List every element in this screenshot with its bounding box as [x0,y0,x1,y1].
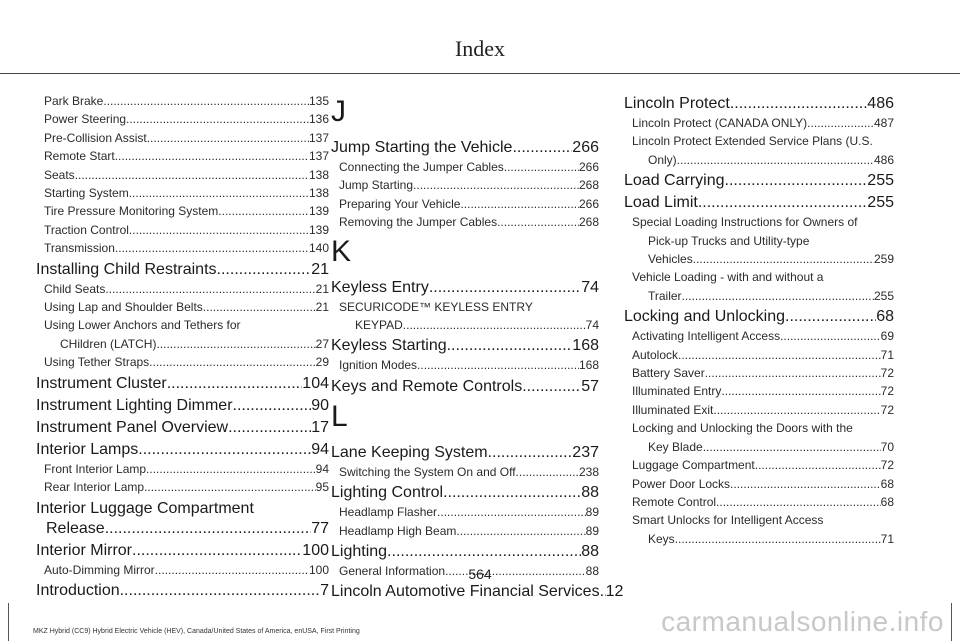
page-ref: 72 [880,384,894,399]
entry-title: Luggage Compartment [632,458,755,473]
entry-title: Only) [648,152,677,167]
entry-title: Ignition Modes [339,358,418,373]
index-entry[interactable] [36,396,329,416]
page-ref: 74 [581,278,599,296]
page-ref: 266 [572,139,599,156]
index-subentry[interactable] [624,456,894,474]
index-subentry[interactable] [331,213,599,231]
entry-title: Vehicles [648,252,693,267]
entry-title: Headlamp High Beam [339,523,457,538]
leader-dots [705,364,881,382]
leader-dots [429,278,581,298]
page-ref: 259 [873,252,894,267]
entry-title: Keyless Starting [331,337,447,355]
leader-dots [785,307,876,327]
entry-title-line: Locking and Unlocking the Doors with the [632,421,853,436]
entry-title-line: Smart Unlocks for Intelligent Access [632,513,824,528]
page-ref: 100 [308,562,329,577]
leader-dots [504,158,579,176]
entry-title: Remote Control [632,494,717,509]
entry-title: CHildren (LATCH) [60,336,157,351]
leader-dots [456,522,585,540]
leader-dots [730,475,881,493]
index-subentry[interactable] [36,460,329,478]
page-ref: 21 [311,260,329,278]
entry-title: Autolock [632,347,679,362]
entry-title: Illuminated Entry [632,384,722,399]
index-entry[interactable] [36,418,329,438]
leader-dots [144,478,316,496]
page-ref: 21 [315,281,329,296]
index-entry[interactable] [624,171,894,191]
leader-dots [103,92,309,110]
leader-dots [217,260,312,280]
index-subentry[interactable] [36,166,329,184]
entry-title: Jump Starting the Vehicle [331,139,513,156]
page-ref: 140 [308,241,329,256]
index-entry[interactable] [331,542,599,562]
page-ref: 74 [585,318,599,333]
page-ref: 486 [867,95,894,112]
entry-title-line: SECURICODE™ KEYLESS ENTRY [339,299,533,314]
index-entry[interactable] [331,377,599,397]
index-column-1 [36,92,329,601]
entry-title: Instrument Panel Overview [36,418,229,436]
index-subentry[interactable] [36,298,329,316]
page-ref: 138 [308,186,329,201]
entry-title: Lighting [331,543,388,561]
page-ref: 72 [880,402,894,417]
leader-dots [129,221,309,239]
page-ref: 237 [572,443,599,461]
leader-dots [755,456,881,474]
leader-dots [167,374,303,394]
page-ref: 138 [308,167,329,182]
page-ref: 68 [880,494,894,509]
leader-dots [228,418,311,438]
entry-title: Rear Interior Lamp [44,480,145,495]
page-ref: 17 [311,418,329,436]
index-subentry[interactable] [624,114,894,132]
index-subentry[interactable] [36,184,329,202]
entry-title: Remote Start [44,149,115,164]
page-ref: 238 [578,464,599,479]
entry-title: Interior Lamps [36,440,139,458]
entry-title: Preparing Your Vehicle [339,196,461,211]
index-entry[interactable] [331,443,599,463]
entry-title: Removing the Jumper Cables [339,215,498,230]
entry-title: Interior Mirror [36,541,133,559]
entry-title: Connecting the Jumper Cables [339,160,504,174]
entry-title: Traction Control [44,222,129,237]
section-letter: K [331,234,352,268]
index-entry[interactable] [36,581,329,601]
index-entry[interactable] [624,193,894,213]
entry-title: Lincoln Automotive Financial Services [331,583,600,601]
page-ref: 68 [880,476,894,491]
entry-title: Release [46,519,105,537]
index-subentry[interactable] [624,475,894,493]
entry-title-line: Interior Luggage Compartment [36,499,254,517]
leader-dots [413,176,579,194]
publication-info: MKZ Hybrid (CC9) Hybrid Electric Vehicle (HEV), Canada/United States of America, enUSA, First Printing [33,628,360,635]
index-subentry[interactable] [624,530,894,548]
entry-title: Instrument Cluster [36,374,167,392]
index-subentry[interactable] [624,287,894,305]
index-subentry[interactable] [36,353,329,371]
watermark: carmanualsonline.info [661,606,944,637]
page-ref: 88 [581,543,599,561]
entry-title: Jump Starting [339,178,414,193]
entry-title: Starting System [44,186,129,201]
section-letter: J [331,95,346,128]
page-ref: 90 [311,396,329,414]
page-ref: 266 [578,160,599,174]
leader-dots [725,171,868,191]
index-entry[interactable] [36,440,329,460]
leader-dots [126,110,309,128]
page-ref: 89 [585,523,599,538]
leader-dots [678,346,881,364]
entry-title: Headlamp Flasher [339,505,438,520]
index-entry[interactable] [331,336,599,356]
page-ref: 57 [581,377,599,395]
index-subentry[interactable] [624,493,894,511]
index-entry[interactable] [624,307,894,327]
index-entry[interactable] [331,138,599,158]
page-ref: 268 [578,178,599,193]
page-ref: 77 [311,519,329,537]
page-ref: 139 [308,222,329,237]
index-subentry[interactable] [331,316,599,334]
page-ref: 69 [880,329,894,344]
leader-dots [516,463,579,481]
page-ref: 487 [873,116,894,130]
leader-dots [138,440,311,460]
entry-title: Activating Intelligent Access [632,329,781,344]
index-entry[interactable] [331,483,599,503]
page-ref: 95 [315,480,329,495]
leader-dots [488,443,573,463]
leader-dots [460,195,579,213]
page-ref: 70 [880,439,894,454]
index-subentry[interactable] [36,92,329,110]
entry-title: Power Door Locks [632,476,731,491]
entry-title: Switching the System On and Off [339,464,516,479]
page-ref: 135 [308,94,329,108]
entry-title: Using Tether Straps [44,355,150,370]
leader-dots [203,298,316,316]
page-ref: 88 [585,564,599,579]
entry-title: Keys [648,531,675,546]
index-subentry[interactable] [331,195,599,213]
page-ref: 29 [315,355,329,370]
index-entry[interactable] [36,541,329,561]
index-subentry[interactable] [36,478,329,496]
index-subentry[interactable] [624,346,894,364]
index-subentry[interactable] [36,202,329,220]
page-ref: 88 [581,484,599,502]
index-subentry[interactable] [36,280,329,298]
index-subentry[interactable] [624,327,894,345]
leader-dots [403,316,586,334]
entry-title: Load Limit [624,194,698,212]
leader-dots [437,503,586,521]
page-ref: 486 [873,152,894,167]
entry-title: Key Blade [648,439,703,454]
leader-dots [677,151,874,169]
page-ref: 168 [572,337,599,355]
leader-dots [443,483,581,503]
page-ref: 268 [578,215,599,230]
entry-title: Load Carrying [624,172,725,190]
entry-title: Instrument Lighting Dimmer [36,396,233,414]
entry-title: Installing Child Restraints [36,260,217,278]
entry-title: Lincoln Protect (CANADA ONLY) [632,116,808,130]
leader-dots [698,193,867,213]
index-entry[interactable] [36,519,329,539]
page-ref: 71 [880,347,894,362]
leader-dots [120,581,320,601]
entry-title: Tire Pressure Monitoring System [44,204,219,219]
index-subentry[interactable] [331,356,599,374]
index-subentry[interactable] [36,110,329,128]
leader-dots [693,250,874,268]
leader-dots [75,166,309,184]
leader-dots [512,138,572,158]
page-ref: 100 [302,541,329,559]
leader-dots [713,401,880,419]
leader-dots [105,519,312,539]
section-letter: L [331,399,348,433]
index-entry[interactable] [331,278,599,298]
index-subentry[interactable] [624,364,894,382]
leader-dots [147,129,309,147]
page-ref: 266 [578,196,599,211]
entry-title: Pre-Collision Assist [44,130,147,145]
entry-title: Park Brake [44,94,104,108]
entry-title: Child Seats [44,281,106,296]
leader-dots [703,438,881,456]
leader-dots [115,239,309,257]
entry-title: General Information [339,564,446,579]
index-column-3 [624,92,894,548]
page-ref: 27 [315,336,329,351]
leader-dots [675,530,881,548]
leader-dots [218,202,309,220]
leader-dots [129,184,309,202]
page-ref: 137 [308,130,329,145]
page-ref: 68 [876,308,894,326]
page-ref: 137 [308,149,329,164]
page-ref: 94 [315,461,329,476]
entry-title: Lane Keeping System [331,443,488,461]
index-column-2 [331,92,624,602]
leader-dots [233,396,312,416]
index-subentry[interactable] [36,221,329,239]
leader-dots [115,147,309,165]
page-ref: 7 [320,581,329,599]
page-title: Index [454,36,506,61]
index-subentry[interactable] [36,335,329,353]
leader-dots [105,280,315,298]
page-ref: 94 [311,440,329,458]
page-ref: 168 [578,358,599,373]
entry-title: Transmission [44,241,115,256]
entry-title: Using Lap and Shoulder Belts [44,300,203,315]
index-entry[interactable] [36,374,329,394]
index-subentry[interactable] [36,239,329,257]
entry-title: Lincoln Protect [624,95,730,112]
index-subentry[interactable] [624,151,894,169]
page-ref: 136 [308,112,329,127]
entry-title: Seats [44,167,75,182]
entry-title: Introduction [36,581,120,599]
page-ref: 104 [302,374,329,392]
entry-title: Keyless Entry [331,278,429,296]
index-entry[interactable] [36,260,329,280]
index-subentry[interactable] [624,438,894,456]
entry-title-line: Pick-up Trucks and Utility-type [648,233,810,248]
leader-dots [132,541,302,561]
page-number: 564 [468,566,492,582]
index-subentry[interactable] [624,382,894,400]
entry-title: Trailer [648,288,682,303]
leader-dots [146,460,316,478]
leader-dots [721,382,880,400]
leader-dots [716,493,881,511]
index-subentry[interactable] [36,129,329,147]
index-subentry[interactable] [624,401,894,419]
entry-title-line: Vehicle Loading - with and without a [632,270,824,285]
entry-title: Front Interior Lamp [44,461,147,476]
leader-dots [387,542,581,562]
entry-title: Lighting Control [331,484,444,502]
index-subentry[interactable] [331,158,599,176]
leader-dots [447,336,573,356]
page-ref: 139 [308,204,329,219]
entry-title-line: Lincoln Protect Extended Service Plans (U.S. [632,134,873,149]
entry-title: Auto-Dimming Mirror [44,562,155,577]
page-ref: 72 [880,366,894,381]
page-ref: 89 [585,505,599,520]
page-ref: 21 [315,300,329,315]
leader-dots [417,356,579,374]
leader-dots [156,335,315,353]
leader-dots [807,114,874,132]
index-entry[interactable] [331,582,624,602]
leader-dots [730,94,867,114]
entry-title: Power Steering [44,112,127,127]
index-entry[interactable] [624,94,894,114]
title-divider [0,73,960,74]
index-subentry[interactable] [331,176,599,194]
page-ref: 255 [873,288,894,303]
index-subentry[interactable] [331,463,599,481]
leader-dots [149,353,315,371]
leader-dots [497,213,579,231]
index-subentry[interactable] [331,503,599,521]
index-subentry[interactable] [36,147,329,165]
entry-title-line: Using Lower Anchors and Tethers for [44,318,241,333]
entry-title-line: Special Loading Instructions for Owners of [632,215,858,230]
page-ref: 255 [867,172,894,190]
entry-title: Keys and Remote Controls [331,377,523,395]
page-ref: 71 [880,531,894,546]
page-ref: 12 [605,583,624,601]
leader-dots [780,327,881,345]
entry-title: Battery Saver [632,366,705,381]
entry-title: KEYPAD [355,318,403,333]
page-ref: 255 [867,194,894,212]
index-subentry[interactable] [331,522,599,540]
page-ref: 72 [880,458,894,473]
crop-mark-left [8,603,19,641]
index-subentry[interactable] [624,250,894,268]
entry-title: Locking and Unlocking [624,308,785,326]
leader-dots [682,287,874,305]
leader-dots [522,377,581,397]
entry-title: Illuminated Exit [632,402,714,417]
